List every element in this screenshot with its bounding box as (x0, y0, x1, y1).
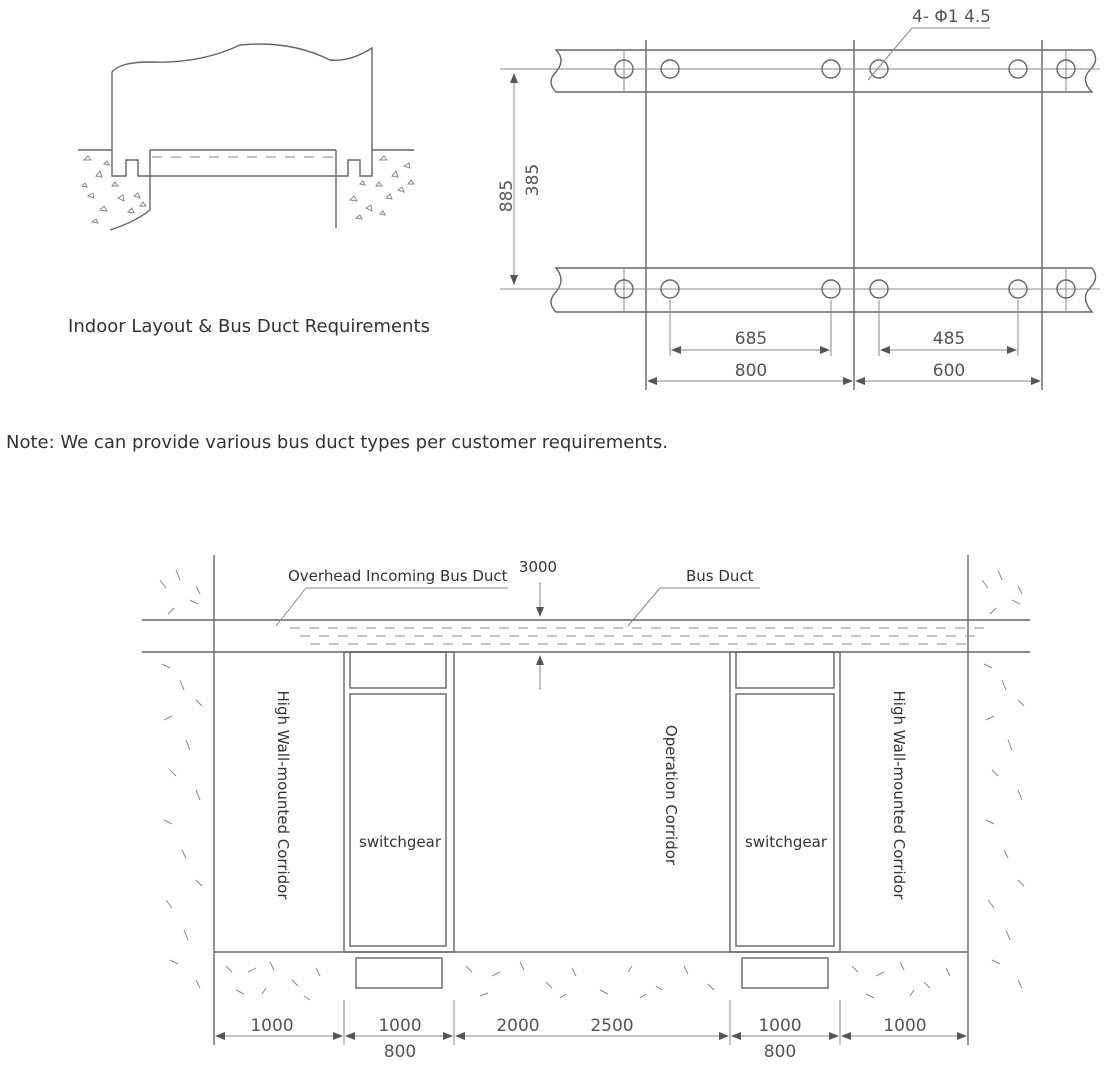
concrete-hatch-left (82, 156, 146, 223)
mounting-holes (615, 60, 1075, 298)
height-dim-label: 3000 (518, 558, 558, 576)
dim-800: 800 (734, 361, 768, 381)
bus-duct-hatch (290, 628, 990, 644)
right-corridor-label: High Wall-mounted Corridor (890, 690, 908, 900)
indoor-layout-section (68, 44, 430, 337)
dim-600: 600 (932, 361, 966, 381)
dim-right-corridor: 1000 (883, 1016, 927, 1036)
dim-485: 485 (932, 329, 966, 349)
dim-685: 685 (734, 329, 768, 349)
bus-duct-note: Note: We can provide various bus duct types per customer requirements. (6, 432, 668, 453)
dim-right-switchgear-alt: 800 (763, 1042, 797, 1062)
operation-corridor-label: Operation Corridor (662, 724, 680, 866)
dim-885: 885 (497, 179, 517, 213)
bus-duct-label: Bus Duct (686, 567, 754, 585)
dim-left-switchgear-alt: 800 (383, 1042, 417, 1062)
switchgear-right-label: switchgear (745, 833, 827, 851)
dim-left-corridor: 1000 (250, 1016, 294, 1036)
dim-operation-max: 2500 (590, 1016, 634, 1036)
bus-bar-plan (497, 7, 1100, 390)
dim-385: 385 (523, 163, 543, 197)
room-layout (142, 555, 1030, 1062)
dim-operation-min: 2000 (496, 1016, 540, 1036)
dim-left-switchgear: 1000 (378, 1016, 422, 1036)
switchgear-left-label: switchgear (359, 833, 441, 851)
dim-right-switchgear: 1000 (758, 1016, 802, 1036)
overhead-bus-duct-label: Overhead Incoming Bus Duct (288, 567, 508, 585)
left-corridor-label: High Wall-mounted Corridor (274, 690, 292, 900)
layout-caption: Indoor Layout & Bus Duct Requirements (68, 316, 430, 337)
hole-spec-label: 4- Φ1 4.5 (912, 7, 991, 27)
